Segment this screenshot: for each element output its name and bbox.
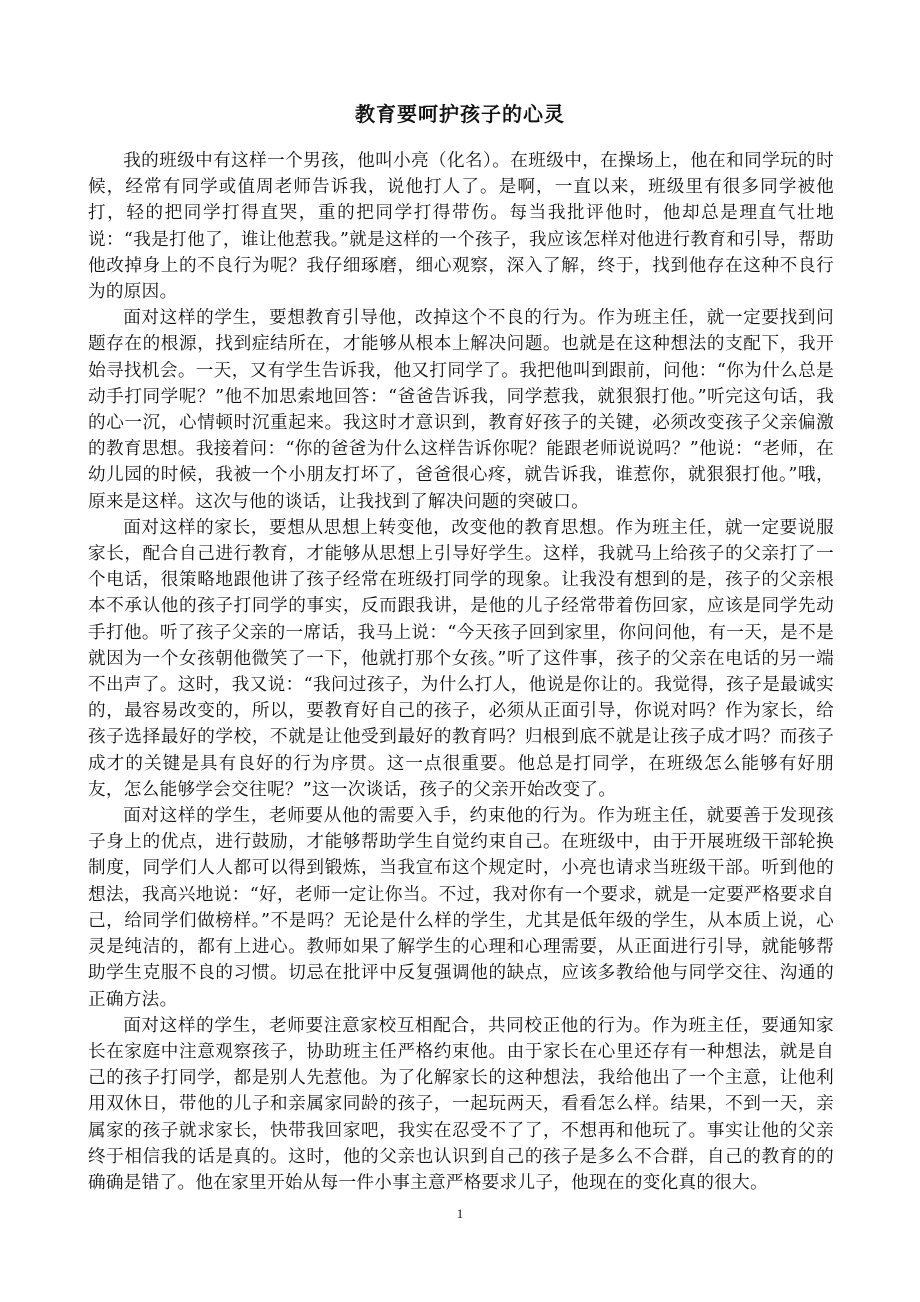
paragraph-1: 我的班级中有这样一个男孩，他叫小亮（化名）。在班级中，在操场上，他在和同学玩的时候，经常有同学或值周老师告诉我，说他打人了。是啊，一直以来，班级里有很多同学被他打，轻的把同学打得直哭，重的把同学打得带伤。每当我批评他时，他却总是理直气壮地说：“我是打他了，谁让他惹我。”就是这样的一个孩子，我应该怎样对他进行教育和引导，帮助他改掉身上的不良行为呢？我仔细琢磨，细心观察，深入了解，终于，找到他存在这种不良行为的原因。 (88, 151, 834, 303)
document-title: 教育要呵护孩子的心灵 (355, 102, 565, 126)
paragraph-4: 面对这样的学生，老师要从他的需要入手，约束他的行为。作为班主任，就要善于发现孩子身上的优点，进行鼓励，才能够帮助学生自觉约束自己。在班级中，由于开展班级干部轮换制度，同学们人人都可以得到锻炼，当我宣布这个规定时，小亮也请求当班级干部。听到他的想法，我高兴地说：“好，老师一定让你当。不过，我对你有一个要求，就是一定要严格要求自己，给同学们做榜样。”不是吗？无论是什么样的学生，尤其是低年级的学生，从本质上说，心灵是纯洁的，都有上进心。教师如果了解学生的心理和心理需要，从正面进行引导，就能够帮助学生克服不良的习惯。切忌在批评中反复强调他的缺点，应该多教给他与同学交往、沟通的正确方法。 (88, 806, 834, 1010)
paragraph-5: 面对这样的学生，老师要注意家校互相配合，共同校正他的行为。作为班主任，要通知家长在家庭中注意观察孩子，协助班主任严格约束他。由于家长在心里还存有一种想法，就是自己的孩子打同学，都是别人先惹他。为了化解家长的这种想法，我给他出了一个主意，让他利用双休日，带他的儿子和亲属家同龄的孩子，一起玩两天，看看怎么样。结果，不到一天，亲属家的孩子就求家长，快带我回家吧，我实在忍受不了了，不想再和他玩了。事实让他的父亲终于相信我的话是真的。这时，他的父亲也认识到自己的孩子是多么不合群，自己的教育的的确确是错了。他在家里开始从每一件小事主意严格要求儿子，他现在的变化真的很大。 (88, 1015, 834, 1193)
document-body (88, 148, 834, 1196)
paragraph-3: 面对这样的家长，要想从思想上转变他，改变他的教育思想。作为班主任，就一定要说服家长，配合自己进行教育，才能够从思想上引导好学生。这样，我就马上给孩子的父亲打了一个电话，很策略地跟他讲了孩子经常在班级打同学的现象。让我没有想到的是，孩子的父亲根本不承认他的孩子打同学的事实，反而跟我讲，是他的儿子经常带着伤回家，应该是同学先动手打他。听了孩子父亲的一席话，我马上说：“今天孩子回到家里，你问问他，有一天，是不是就因为一个女孩朝他微笑了一下，他就打那个女孩。”听了这件事，孩子的父亲在电话的另一端不出声了。这时，我又说：“我问过孩子，为什么打人，他说是你让的。我觉得，孩子是最诚实的，最容易改变的，所以，要教育好自己的孩子，必须从正面引导，你说对吗？作为家长，给孩子选择最好的学校，不就是让他受到最好的教育吗？归根到底不就是让孩子成才吗？而孩子成才的关键是具有良好的行为序贯。这一点很重要。他总是打同学，在班级怎么能够有好朋友，怎么能够学会交往呢？”这一次谈话，孩子的父亲开始改变了。 (88, 517, 834, 800)
paragraph-2: 面对这样的学生，要想教育引导他，改掉这个不良的行为。作为班主任，就一定要找到问题存在的根源，找到症结所在，才能够从根本上解决问题。也就是在这种想法的支配下，我开始寻找机会。一天，又有学生告诉我，他又打同学了。我把他叫到跟前，问他：“你为什么总是动手打同学呢？”他不加思索地回答：“爸爸告诉我，同学惹我，就狠狠打他。”听完这句话，我的心一沉，心情顿时沉重起来。我这时才意识到，教育好孩子的关键，必须改变孩子父亲偏激的教育思想。我接着问：“你的爸爸为什么这样告诉你呢？能跟老师说说吗？”他说：“老师，在幼儿园的时候，我被一个小朋友打坏了，爸爸很心疼，就告诉我，谁惹你，就狠狠打他。”哦，原来是这样。这次与他的谈话，让我找到了解决问题的突破口。 (88, 308, 834, 512)
page-number: 1 (456, 1206, 464, 1221)
